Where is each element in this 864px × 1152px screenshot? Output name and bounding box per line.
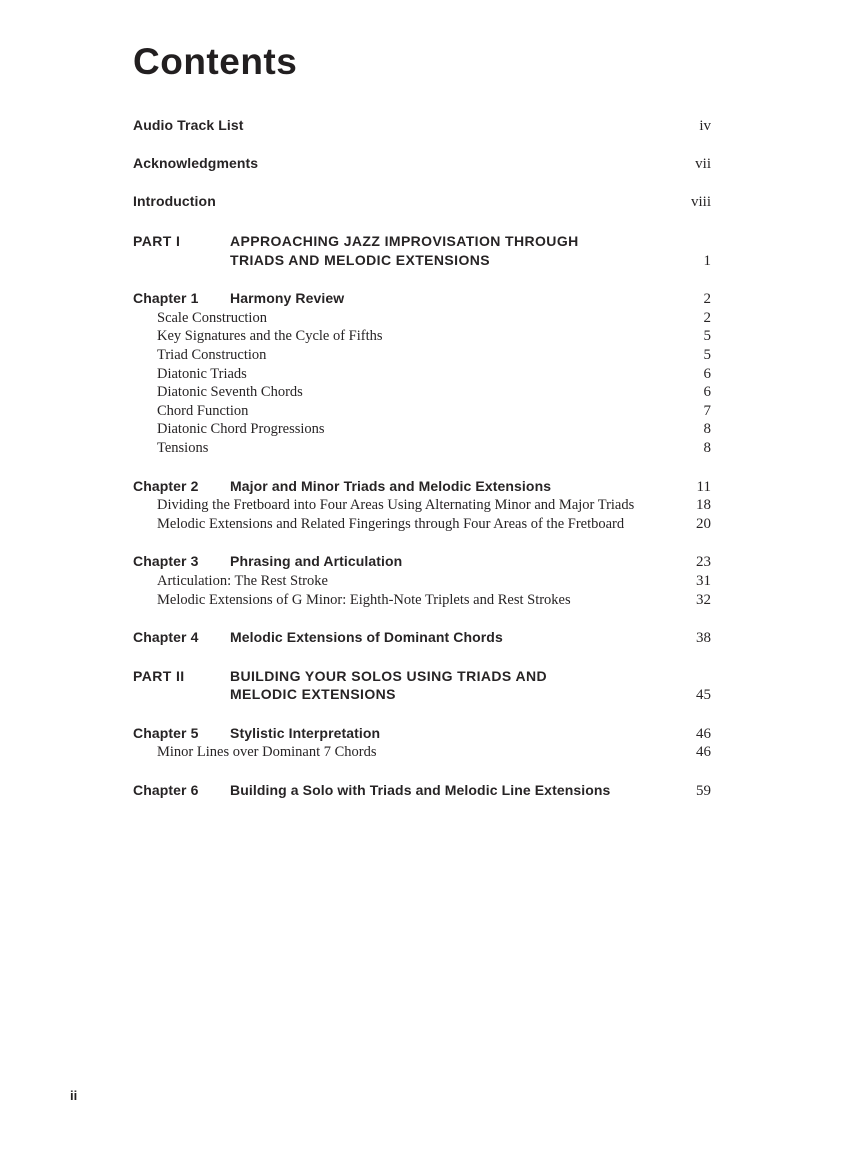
page-number: 6	[703, 365, 711, 382]
page-number: viii	[690, 194, 711, 210]
chapter-title: Stylistic Interpretation	[230, 724, 381, 741]
page-number: 18	[696, 497, 711, 514]
subitem-title: Diatonic Triads	[157, 365, 247, 382]
front-matter-label: Introduction	[133, 193, 216, 209]
subitem-title: Tensions	[157, 439, 209, 456]
chapter-row	[133, 724, 711, 744]
front-matter-row	[133, 118, 711, 134]
chapter-title: Melodic Extensions of Dominant Chords	[230, 629, 503, 646]
page-number: 46	[696, 744, 711, 761]
page-number: iv	[699, 118, 711, 134]
chapter-title: Harmony Review	[230, 290, 345, 307]
chapter-label: Chapter 6	[133, 782, 199, 799]
toc-section-part-ii	[133, 667, 711, 705]
subitem-title: Scale Construction	[157, 309, 267, 326]
chapter-label: Chapter 2	[133, 477, 199, 494]
toc-subitem-row	[133, 402, 711, 421]
toc-subitem-row	[133, 346, 711, 365]
toc-subitem-row	[133, 420, 711, 439]
folio-page-number: ii	[70, 1088, 78, 1103]
page-number: 59	[696, 783, 711, 800]
toc-subitem-row	[133, 327, 711, 346]
toc-subitem-row	[133, 572, 711, 591]
subitem-title: Key Signatures and the Cycle of Fifths	[157, 328, 383, 345]
subitem-title: Articulation: The Rest Stroke	[157, 572, 328, 589]
page-number: 2	[703, 291, 711, 308]
toc-section-chapter-2	[133, 477, 711, 534]
page-number: 38	[696, 630, 711, 647]
page-number: 5	[703, 328, 711, 345]
part-row	[133, 232, 711, 251]
toc-section-chapter-4	[133, 628, 711, 648]
toc-subitem-row	[133, 496, 711, 515]
toc-section-part-i	[133, 232, 711, 270]
toc-content	[133, 42, 711, 801]
part-label: PART I	[133, 233, 181, 249]
page-number: 45	[696, 687, 711, 704]
page-number: 2	[703, 309, 711, 326]
chapter-title: Building a Solo with Triads and Melodic Line Extensions	[230, 782, 611, 799]
chapter-label: Chapter 5	[133, 724, 199, 741]
chapter-row	[133, 628, 711, 648]
toc-section-chapter-5	[133, 724, 711, 762]
page-number: 8	[703, 439, 711, 456]
subitem-title: Dividing the Fretboard into Four Areas Using Alternating Minor and Major Triads	[157, 497, 635, 514]
toc-section-chapter-3	[133, 552, 711, 609]
front-matter-row	[133, 156, 711, 172]
toc-subitem-row	[133, 743, 711, 762]
page-number: 8	[703, 421, 711, 438]
chapter-row	[133, 552, 711, 572]
page-number: 23	[696, 554, 711, 571]
subitem-title: Melodic Extensions and Related Fingerings through Four Areas of the Fretboard	[157, 515, 625, 532]
front-matter-label: Audio Track List	[133, 117, 244, 133]
part-title-line: BUILDING YOUR SOLOS USING TRIADS AND	[230, 667, 547, 684]
subitem-title: Diatonic Seventh Chords	[157, 384, 303, 401]
page-number: 20	[696, 515, 711, 532]
chapter-label: Chapter 4	[133, 629, 199, 646]
page-number: 5	[703, 346, 711, 363]
subitem-title: Minor Lines over Dominant 7 Chords	[157, 744, 377, 761]
subitem-title: Triad Construction	[157, 346, 267, 363]
page-number: 1	[703, 252, 711, 269]
toc-subitem-row	[133, 515, 711, 534]
part-title-line: TRIADS AND MELODIC EXTENSIONS	[230, 251, 490, 268]
front-matter-list	[133, 118, 711, 210]
page-title: Contents	[133, 41, 298, 82]
toc-sections	[133, 232, 711, 801]
front-matter-row	[133, 194, 711, 210]
part-title-line: MELODIC EXTENSIONS	[230, 686, 396, 703]
page-number: 31	[696, 572, 711, 589]
subitem-title: Diatonic Chord Progressions	[157, 421, 325, 438]
subitem-title: Melodic Extensions of G Minor: Eighth-Note Triplets and Rest Strokes	[157, 591, 571, 608]
toc-subitem-row	[133, 591, 711, 610]
toc-section-chapter-1	[133, 289, 711, 457]
toc-subitem-row	[133, 365, 711, 384]
chapter-row	[133, 289, 711, 309]
chapter-label: Chapter 1	[133, 290, 199, 307]
chapter-title: Major and Minor Triads and Melodic Extensions	[230, 477, 552, 494]
page-number: 7	[703, 402, 711, 419]
part-row	[133, 251, 711, 271]
part-label: PART II	[133, 667, 185, 684]
page-number: 46	[696, 725, 711, 742]
front-matter-label: Acknowledgments	[133, 155, 259, 171]
part-title-line: APPROACHING JAZZ IMPROVISATION THROUGH	[230, 233, 579, 249]
page-number: vii	[695, 156, 711, 172]
subitem-title: Chord Function	[157, 402, 249, 419]
toc-section-chapter-6	[133, 781, 711, 801]
page-number: 32	[696, 591, 711, 608]
toc-subitem-row	[133, 383, 711, 402]
chapter-row	[133, 477, 711, 497]
chapter-row	[133, 781, 711, 801]
part-row	[133, 667, 711, 686]
toc-subitem-row	[133, 309, 711, 328]
chapter-label: Chapter 3	[133, 553, 199, 570]
page-number: 11	[696, 478, 711, 495]
page-number: 6	[703, 384, 711, 401]
part-row	[133, 685, 711, 705]
toc-subitem-row	[133, 439, 711, 458]
chapter-title: Phrasing and Articulation	[230, 553, 403, 570]
